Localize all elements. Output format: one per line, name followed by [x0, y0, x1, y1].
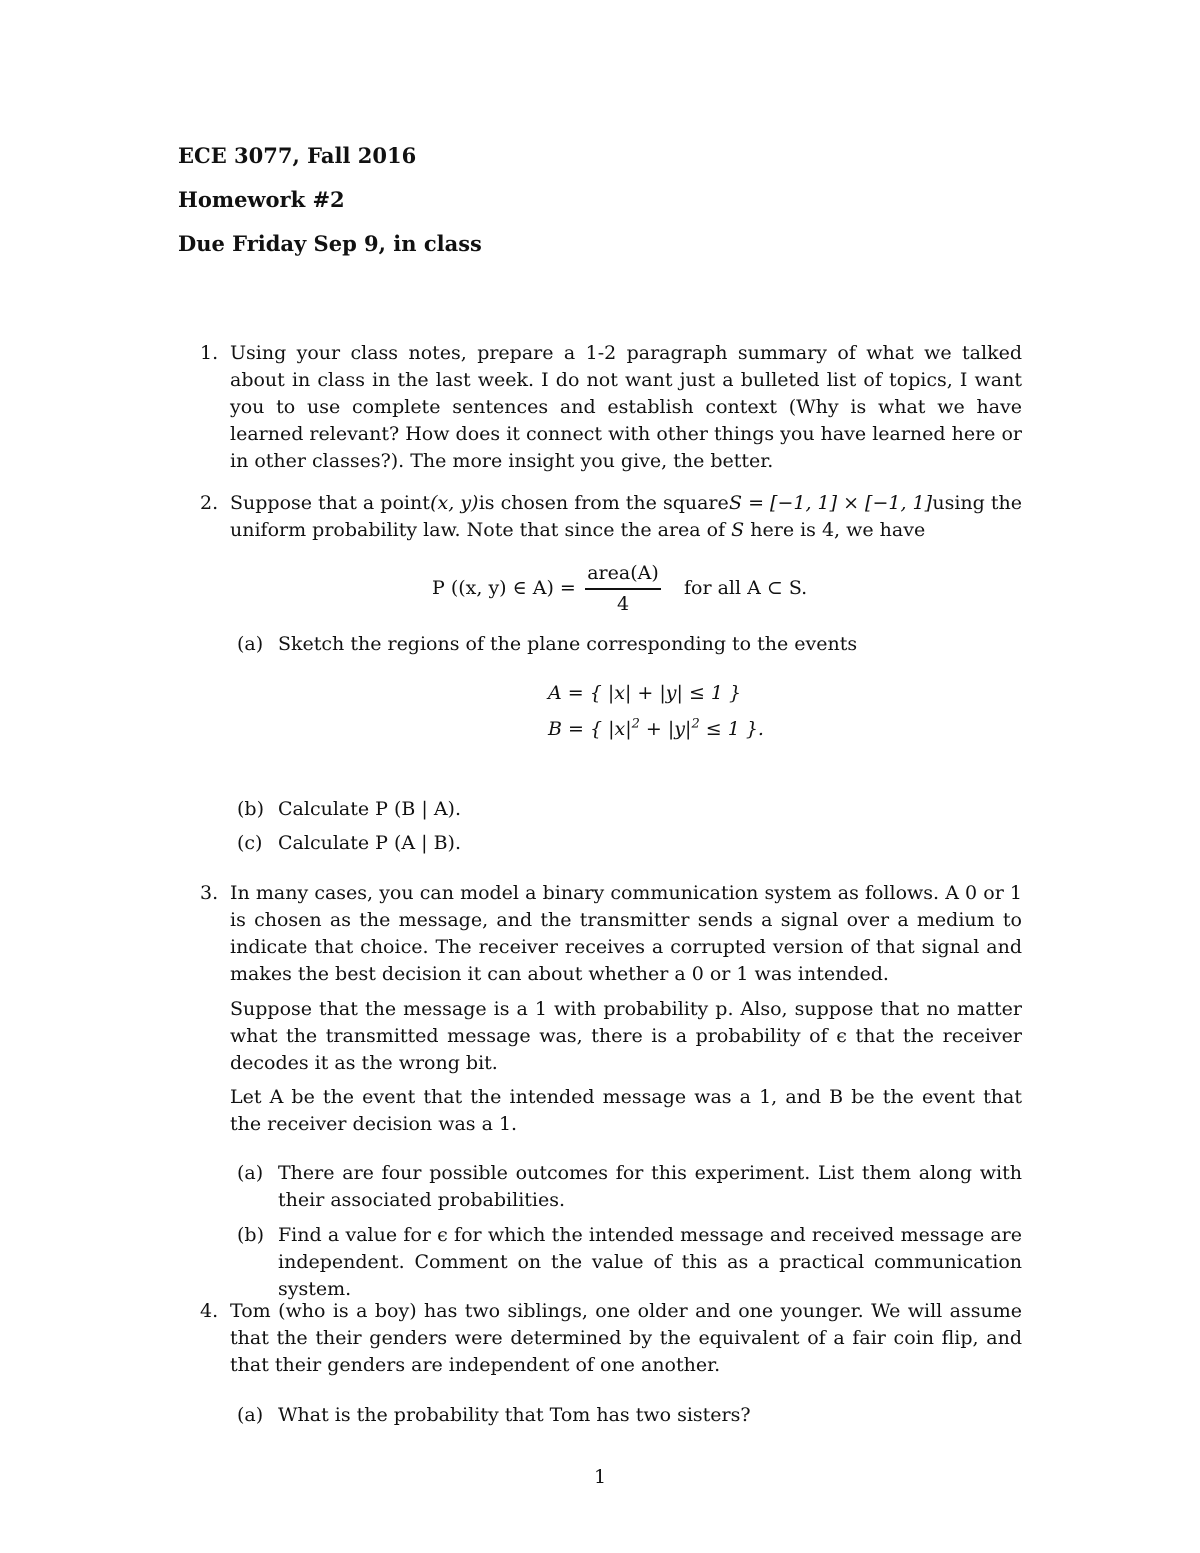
- problem-4-text: Tom (who is a boy) has two siblings, one older and one younger. We will assume that the their genders were determined by the equivalent of a fair coin flip, and that their genders are independent of one another.: [230, 1300, 1022, 1376]
- problem-3b-label: (b): [237, 1224, 264, 1246]
- set-B-definition: [548, 716, 764, 743]
- problem-2c-label: (c): [237, 832, 263, 854]
- problem-2-intro-line2: [230, 517, 925, 544]
- problem-2-number: 2.: [200, 492, 219, 514]
- probability-fraction: [585, 560, 661, 614]
- problem-2a-label: (a): [237, 633, 264, 655]
- problem-1-text: Using your class notes, prepare a 1-2 paragraph summary of what we talked about in class in the last week. I do not want just a bulleted list of topics, I want you to use complete sentences and establish context (Why is what we have learned relevant? How does it connect with other things you have learned here or in other classes?). The more insight you give, the better.: [230, 342, 1022, 472]
- problem-4a-text: What is the probability that Tom has two sisters?: [278, 1404, 751, 1426]
- assignment-title: Homework #2: [178, 187, 345, 212]
- course-title: ECE 3077, Fall 2016: [178, 143, 417, 168]
- set-A-definition: A = { |x| + |y| ≤ 1 }: [548, 682, 742, 704]
- problem-3-paragraph-2: Suppose that the message is a 1 with probability p. Also, suppose that no matter what the transmitted message was, there is a probability of ϵ that the receiver decodes it as the wrong bit.: [230, 998, 1022, 1074]
- problem-4-number: 4.: [200, 1300, 219, 1322]
- problem-2-intro-line1: [230, 490, 1022, 517]
- problem-2b-text: Calculate P (B | A).: [278, 798, 461, 820]
- problem-3-number: 3.: [200, 882, 219, 904]
- problem-2-intro-b: is chosen from the square: [478, 492, 729, 514]
- problem-3b-text: Find a value for ϵ for which the intended message and received message are independent. Comment on the value of this as a practical communication system.: [278, 1224, 1022, 1300]
- problem-1-number: 1.: [200, 342, 219, 364]
- problem-2c-text: Calculate P (A | B).: [278, 832, 461, 854]
- problem-3a-label: (a): [237, 1162, 264, 1184]
- fraction-bar: [585, 588, 661, 590]
- set-B-sup-1: 2: [631, 716, 640, 732]
- set-B-post: ≤ 1 }.: [699, 718, 764, 740]
- problem-3a-text: There are four possible outcomes for this experiment. List them along with their associated probabilities.: [278, 1162, 1022, 1211]
- problem-2a-text: Sketch the regions of the plane corresponding to the events: [278, 633, 858, 655]
- problem-3-paragraph-1: In many cases, you can model a binary communication system as follows. A 0 or 1 is chosen as the message, and the transmitter sends a signal over a medium to indicate that choice. The receiver receives a corrupted version of that signal and makes the best decision it can about whether a 0 or 1 was intended.: [230, 882, 1022, 985]
- problem-4a-label: (a): [237, 1404, 264, 1426]
- due-date: Due Friday Sep 9, in class: [178, 231, 482, 256]
- fraction-denominator: 4: [616, 593, 630, 615]
- problem-3-paragraph-3: Let A be the event that the intended message was a 1, and B be the event that the receiver decision was a 1.: [230, 1086, 1022, 1135]
- problem-2-intro-c: using the: [932, 492, 1022, 514]
- set-B-sup-2: 2: [691, 716, 700, 732]
- probability-equation-right: for all A ⊂ S.: [684, 577, 808, 599]
- problem-2-intro-a: Suppose that a point: [230, 492, 430, 514]
- problem-2-intro-S: S: [731, 519, 745, 541]
- problem-2b-label: (b): [237, 798, 264, 820]
- fraction-numerator: area(A): [587, 562, 659, 584]
- problem-2-intro-line2-a: uniform probability law. Note that since the area of: [230, 519, 726, 541]
- problem-2-square: S = [−1, 1] × [−1, 1]: [729, 492, 933, 514]
- set-B-pre: B = { |x|: [548, 718, 632, 740]
- problem-2-point: (x, y): [430, 492, 479, 514]
- set-B-mid: + |y|: [639, 718, 692, 740]
- probability-equation-left: P ((x, y) ∈ A) =: [432, 577, 576, 599]
- problem-2-intro-line2-b: here is 4, we have: [750, 519, 926, 541]
- page-number: 1: [593, 1466, 607, 1488]
